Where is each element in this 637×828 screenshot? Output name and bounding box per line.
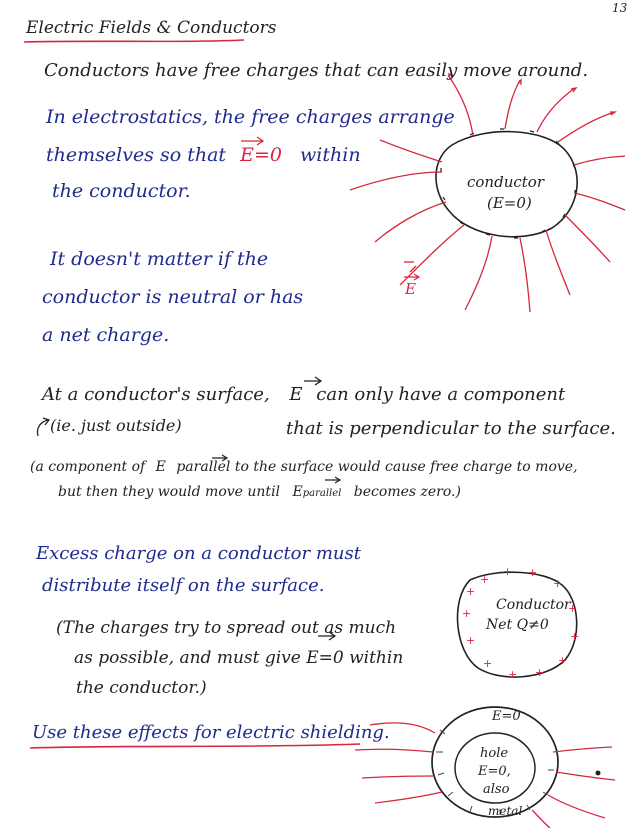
intro-text: Conductors have free charges that can easily move around. [44, 60, 589, 81]
neutral-line3: a net charge. [42, 324, 170, 346]
surface-line1-end: can only have a component [316, 384, 566, 405]
surface-line2: that is perpendicular to the surface. [286, 418, 616, 439]
svg-text:+: + [462, 607, 472, 620]
excess-paren3: the conductor.) [76, 678, 207, 698]
diagram1-field-label: E [405, 280, 416, 298]
metal-label: metal [488, 804, 523, 818]
electrostatics-line1: In electrostatics, the free charges arrange [46, 106, 455, 128]
electrostatics-line2 [46, 146, 361, 165]
electrostatics-line2-start: themselves so that [46, 144, 227, 166]
ring-label: E=0 [492, 709, 521, 724]
svg-text:+: + [466, 634, 476, 647]
surface-vector-e: E [289, 384, 303, 405]
svg-text:+: + [528, 566, 538, 579]
dot [596, 771, 601, 776]
excess-paren2: as possible, and must give E=0 within [74, 648, 404, 668]
shielding-text: Use these effects for electric shielding. [32, 722, 390, 743]
surface-paren2-sub: parallel [302, 488, 342, 499]
hole-label1: hole [480, 746, 509, 761]
svg-text:+: + [535, 666, 545, 679]
surface-paren2-start: but then they would move until [58, 484, 281, 500]
hole-label3: also [483, 782, 510, 797]
svg-text:+: + [508, 668, 518, 681]
shielding-underline [30, 744, 360, 748]
excess-line1: Excess charge on a conductor must [36, 543, 361, 564]
surface-paren1-start: (a component of [30, 459, 146, 475]
vector-arrow-e4 [325, 477, 340, 483]
svg-text:+: + [570, 630, 580, 643]
title-underline [24, 40, 244, 42]
svg-text:+: + [480, 573, 490, 586]
surface-line1-start: At a conductor's surface, [42, 384, 270, 405]
diagram2-label2: Net Q≠0 [486, 617, 549, 633]
surface-paren2 [58, 485, 461, 499]
surface-line1 [42, 386, 565, 404]
surface-paren2-vector: E [292, 484, 303, 500]
electrostatics-line2-end: within [300, 144, 361, 166]
excess-line2: distribute itself on the surface. [42, 575, 325, 596]
hole-label2: E=0, [478, 764, 511, 779]
svg-text:+: + [503, 565, 513, 578]
e-equals-zero: E=0 [240, 144, 282, 166]
svg-text:+: + [466, 585, 476, 598]
svg-text:+: + [553, 577, 563, 590]
surface-paren2-end: becomes zero.) [353, 484, 461, 500]
svg-text:+: + [483, 657, 493, 670]
excess-paren1: (The charges try to spread out as much [56, 618, 397, 638]
page-number: 13 [612, 1, 628, 15]
surface-paren1-end: parallel to the surface would cause free charge to move, [176, 459, 578, 475]
svg-text:+: + [558, 654, 568, 667]
surface-paren1 [30, 460, 578, 474]
electrostatics-line3: the conductor. [52, 180, 191, 202]
neutral-line1: It doesn't matter if the [50, 248, 269, 270]
neutral-line2: conductor is neutral or has [42, 286, 304, 308]
diagram1-label2: (E=0) [487, 194, 532, 212]
note-arrow [37, 418, 49, 436]
diagram1-label: conductor [467, 173, 544, 191]
surface-note: (ie. just outside) [50, 416, 182, 435]
surface-paren1-vector: E [155, 459, 166, 475]
svg-text:+: + [568, 602, 578, 615]
diagram2-label: Conductor [496, 597, 571, 613]
page-title: Electric Fields & Conductors [26, 18, 277, 38]
